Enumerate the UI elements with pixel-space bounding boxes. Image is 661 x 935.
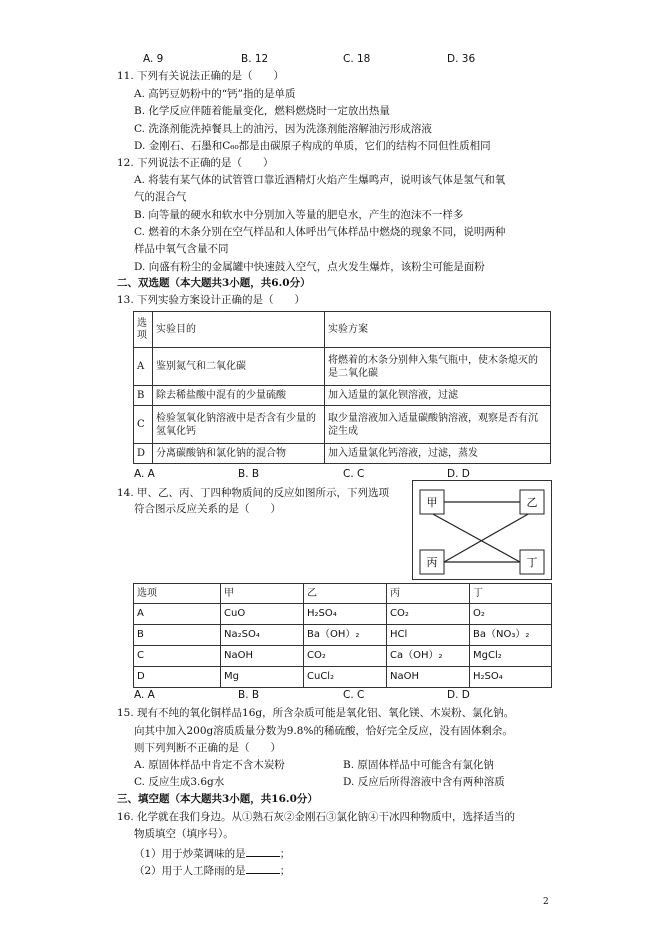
q11-option-d: D. 金刚石、石墨和C₆₀都是由碳原子构成的单质，它们的结构不同但性质相同 bbox=[134, 140, 491, 152]
q14-row-b-yi: Ba（OH）₂ bbox=[304, 625, 387, 646]
q13-row-d-option: D bbox=[134, 444, 153, 464]
q14-row-b-bing: HCl bbox=[387, 625, 470, 646]
q14-row-a-option: A bbox=[134, 604, 221, 625]
q14-row-b-option: B bbox=[134, 625, 221, 646]
q15-option-d: D. 反应后所得溶液中含有两种溶质 bbox=[343, 776, 505, 788]
q16-sub-1-text: （1）用于炒菜调味的是 bbox=[134, 848, 246, 860]
q14-row-b-jia: Na₂SO₄ bbox=[221, 625, 304, 646]
page-number: 2 bbox=[543, 897, 549, 907]
q10-option-a: A. 9 bbox=[143, 53, 164, 65]
diagram-label-jia: 甲 bbox=[426, 496, 438, 509]
q14-header-jia: 甲 bbox=[221, 584, 304, 604]
q16-sub-2 bbox=[134, 863, 290, 878]
q14-row-d-jia: Mg bbox=[221, 667, 304, 688]
q14-row-a-yi: H₂SO₄ bbox=[304, 604, 387, 625]
q11-stem: 11. 下列有关说法正确的是（ ） bbox=[117, 70, 285, 82]
diagram-label-bing: 丙 bbox=[426, 556, 438, 569]
section-3-heading: 三、填空题（本大题共3小题，共16.0分） bbox=[117, 793, 318, 805]
q14-table bbox=[133, 583, 552, 688]
q11-option-c: C. 洗涤剂能洗掉餐具上的油污，因为洗涤剂能溶解油污形成溶液 bbox=[134, 123, 432, 135]
q13-row-c-option: C bbox=[134, 406, 153, 444]
q15-option-a: A. 原固体样品中肯定不含木炭粉 bbox=[134, 759, 285, 771]
q14-row-c-jia: NaOH bbox=[221, 646, 304, 667]
q13-option-c: C. C bbox=[343, 468, 365, 480]
q14-option-b: B. B bbox=[238, 689, 260, 701]
q13-row-b-option: B bbox=[134, 386, 153, 406]
q14-header-yi: 乙 bbox=[304, 584, 387, 604]
q14-option-a: A. A bbox=[134, 689, 155, 701]
q12-option-a-cont: 气的混合气 bbox=[134, 191, 187, 203]
q13-option-b: B. B bbox=[238, 468, 260, 480]
q14-row-a-ding: O₂ bbox=[470, 604, 552, 625]
q14-stem: 14. 甲、乙、丙、丁四种物质间的反应如图所示，下列选项 bbox=[117, 487, 390, 499]
q15-question: 则下列判断不正确的是（ ） bbox=[134, 742, 281, 754]
q13-row-b-purpose: 除去稀盐酸中混有的少量硫酸 bbox=[153, 386, 325, 406]
q14-row-a-jia: CuO bbox=[221, 604, 304, 625]
q16-sub-1-end: ； bbox=[279, 848, 291, 860]
q14-reaction-diagram bbox=[412, 480, 552, 580]
diagram-label-yi: 乙 bbox=[526, 496, 538, 509]
q14-row-c-option: C bbox=[134, 646, 221, 667]
q14-header-bing: 丙 bbox=[387, 584, 470, 604]
q13-row-d-plan: 加入适量氯化钙溶液，过滤，蒸发 bbox=[325, 444, 551, 464]
q13-row-b-plan: 加入适量的氯化钡溶液，过滤 bbox=[325, 386, 551, 406]
q14-row-c-yi: CO₂ bbox=[304, 646, 387, 667]
q15-option-c: C. 反应生成3.6g水 bbox=[134, 776, 225, 788]
q12-option-c: C. 燃着的木条分别在空气样品和人体呼出气体样品中燃烧的现象不同，说明两种 bbox=[134, 226, 506, 238]
q14-row-d-ding: H₂SO₄ bbox=[470, 667, 552, 688]
q15-stem: 15. 现有不纯的氧化铜样品16g，所含杂质可能是氧化铝、氧化镁、木炭粉、氯化钠。 bbox=[117, 707, 515, 719]
q11-option-b: B. 化学反应伴随着能量变化，燃料燃烧时一定放出热量 bbox=[134, 105, 390, 117]
q16-answer-blank-1[interactable] bbox=[246, 846, 280, 857]
q10-option-b: B. 12 bbox=[241, 53, 269, 65]
q11-option-a: A. 高钙豆奶粉中的“钙”指的是单质 bbox=[134, 88, 296, 100]
q14-row-c-ding: MgCl₂ bbox=[470, 646, 552, 667]
q16-sub-1 bbox=[134, 846, 290, 861]
q12-option-b: B. 向等量的硬水和软水中分别加入等量的肥皂水，产生的泡沫不一样多 bbox=[134, 209, 464, 221]
q13-table bbox=[133, 311, 551, 464]
q14-header-option: 选项 bbox=[134, 584, 221, 604]
q14-option-c: C. C bbox=[343, 689, 365, 701]
q16-answer-blank-2[interactable] bbox=[246, 863, 280, 874]
q13-row-c-purpose: 检验氢氧化钠溶液中是否含有少量的氢氧化钙 bbox=[153, 406, 325, 444]
q13-header-purpose: 实验目的 bbox=[153, 312, 325, 348]
q13-stem: 13. 下列实验方案设计正确的是（ ） bbox=[117, 294, 306, 306]
q14-row-b-ding: Ba（NO₃）₂ bbox=[470, 625, 552, 646]
q13-header-plan: 实验方案 bbox=[325, 312, 551, 348]
q14-row-a-bing: CO₂ bbox=[387, 604, 470, 625]
q15-option-b: B. 原固体样品中可能含有氯化钠 bbox=[343, 759, 494, 771]
q10-option-d: D. 36 bbox=[447, 53, 476, 65]
q14-header-ding: 丁 bbox=[470, 584, 552, 604]
q12-option-d: D. 向盛有粉尘的金属罐中快速鼓入空气，点火发生爆炸，该粉尘可能是面粉 bbox=[134, 261, 485, 273]
q14-row-d-bing: NaOH bbox=[387, 667, 470, 688]
section-2-heading: 二、双选题（本大题共3小题，共6.0分） bbox=[117, 277, 311, 289]
q14-stem-cont: 符合图示反应关系的是（ ） bbox=[134, 503, 281, 515]
q13-row-a-purpose: 鉴别氮气和二氧化碳 bbox=[153, 348, 325, 386]
q13-option-d: D. D bbox=[447, 468, 470, 480]
q14-row-c-bing: Ca（OH）₂ bbox=[387, 646, 470, 667]
q12-option-c-cont: 样品中氧气含量不同 bbox=[134, 243, 229, 255]
q10-option-c: C. 18 bbox=[343, 53, 371, 65]
q13-header-option: 选项 bbox=[134, 312, 153, 348]
q13-row-a-plan: 将燃着的木条分别伸入集气瓶中，使木条熄灭的是二氧化碳 bbox=[325, 348, 551, 386]
q13-row-c-plan: 取少量溶液加入适量碳酸钠溶液，观察是否有沉淀生成 bbox=[325, 406, 551, 444]
q13-row-a-option: A bbox=[134, 348, 153, 386]
q15-stem-cont: 向其中加入200g溶质质量分数为9.8%的稀硫酸，恰好完全反应，没有固体剩余。 bbox=[134, 725, 513, 737]
q16-sub-2-end: ； bbox=[279, 865, 291, 877]
q16-sub-2-text: （2）用于人工降雨的是 bbox=[134, 865, 246, 877]
q13-row-d-purpose: 分离碳酸钠和氯化钠的混合物 bbox=[153, 444, 325, 464]
q12-stem: 12. 下列说法不正确的是（ ） bbox=[117, 157, 274, 169]
q12-option-a: A. 将装有某气体的试管管口靠近酒精灯火焰产生爆鸣声，说明该气体是氢气和氧 bbox=[134, 174, 506, 186]
diagram-label-ding: 丁 bbox=[526, 556, 538, 569]
q14-option-d: D. D bbox=[447, 689, 470, 701]
q14-row-d-option: D bbox=[134, 667, 221, 688]
diagram-line-bing-yi bbox=[444, 513, 530, 562]
q16-stem-cont: 物质填空（填序号）。 bbox=[134, 828, 234, 840]
q14-row-d-yi: CuCl₂ bbox=[304, 667, 387, 688]
q16-stem: 16. 化学就在我们身边。从①熟石灰②金刚石③氯化钠④干冰四种物质中，选择适当的 bbox=[117, 811, 516, 823]
q13-option-a: A. A bbox=[134, 468, 155, 480]
